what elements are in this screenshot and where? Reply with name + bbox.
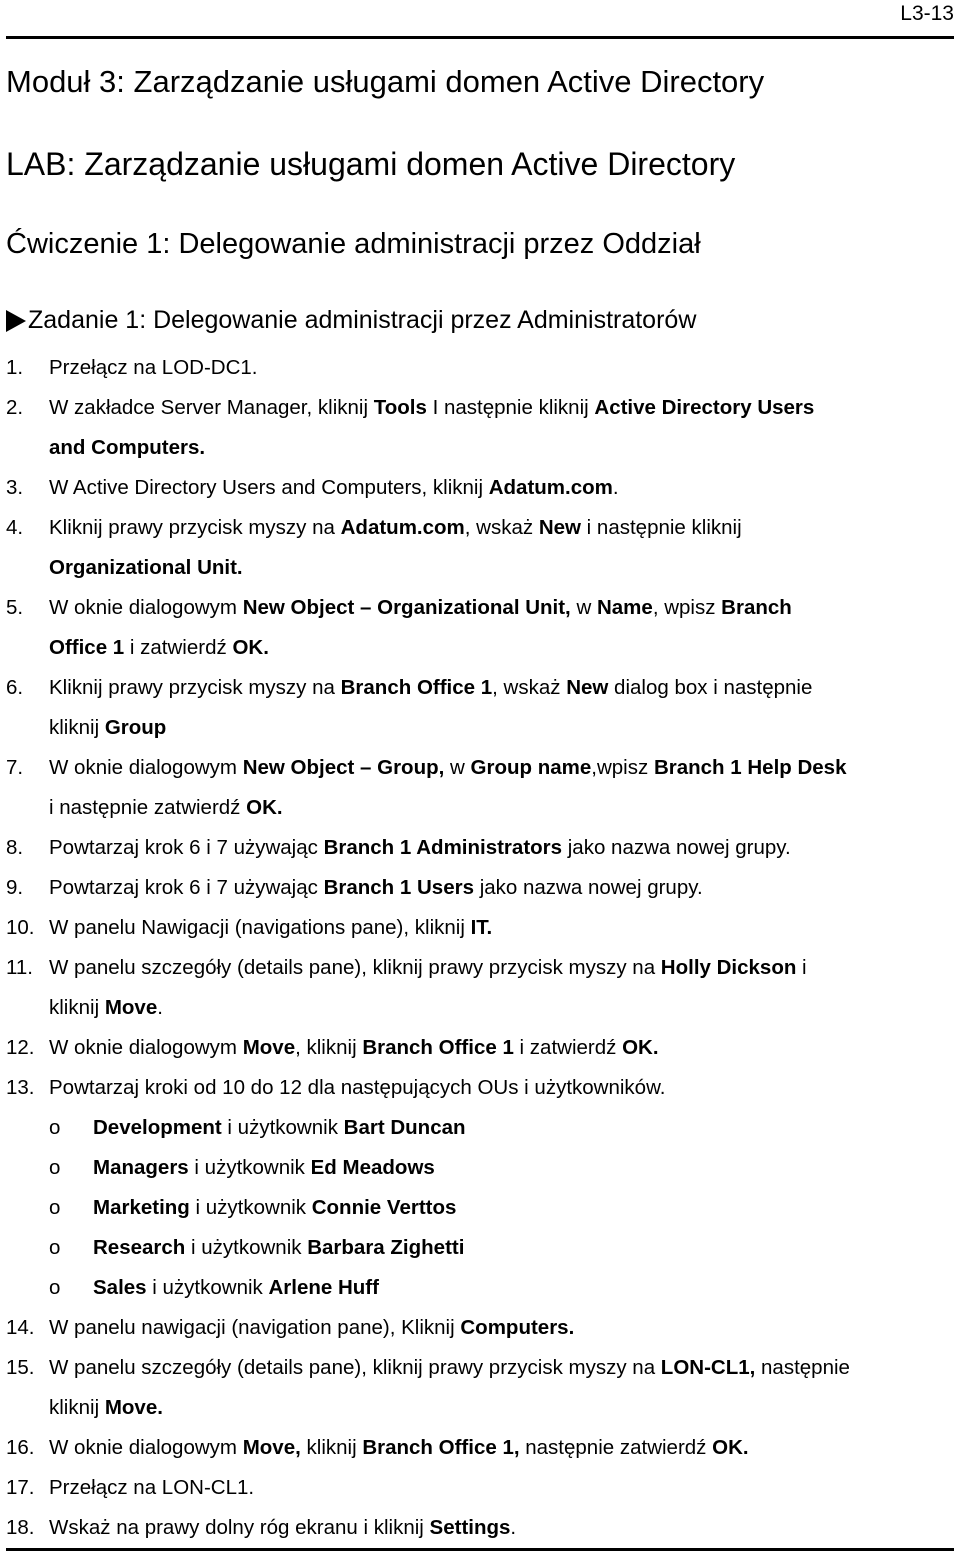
step-17: [0, 1468, 960, 1508]
step-8: [0, 828, 960, 868]
text-run: W Active Directory Users and Computers, kliknij: [49, 476, 489, 499]
step-6-continued: [0, 708, 960, 748]
step-9: [0, 868, 960, 908]
step-number: 7.: [6, 756, 24, 779]
text-run: następnie: [755, 1356, 850, 1379]
text-run: W panelu szczegóły (details pane), kliknij prawy przycisk myszy na: [49, 1356, 661, 1379]
text-run: i następnie zatwierdź: [49, 796, 247, 819]
step-3: [0, 468, 960, 508]
text-run: i użytkownik: [221, 1116, 344, 1139]
step-18: [0, 1508, 960, 1548]
bold-text: Holly Dickson: [660, 956, 797, 979]
step-5-continued: [0, 628, 960, 668]
text-run: W oknie dialogowym: [49, 756, 243, 779]
step-text: [49, 828, 960, 868]
step-text: [49, 348, 960, 388]
text-run: kliknij: [300, 1436, 363, 1459]
page-number: L3-13: [900, 2, 954, 25]
bottom-rule: [6, 1548, 954, 1551]
step-14: [0, 1308, 960, 1348]
bold-text: OK.: [712, 1436, 749, 1459]
step-text: [49, 1388, 960, 1428]
bold-text: Move: [242, 1036, 296, 1059]
step-1: [0, 348, 960, 388]
text-run: Przełącz na LON-CL1.: [49, 1476, 255, 1499]
step-list: [0, 348, 960, 1548]
step-text: [49, 1308, 960, 1348]
bullet-icon: o: [49, 1236, 61, 1259]
sub-list-item: [0, 1108, 960, 1148]
step-10: [0, 908, 960, 948]
step-13: [0, 1068, 960, 1108]
text-run: Powtarzaj krok 6 i 7 używając: [49, 836, 324, 859]
text-run: kliknij: [49, 996, 105, 1019]
text-run: W panelu Nawigacji (navigations pane), kliknij: [49, 916, 471, 939]
bold-text: IT.: [470, 916, 493, 939]
sub-item-text: [93, 1108, 466, 1148]
bold-text: and Computers.: [49, 436, 206, 459]
text-run: W zakładce Server Manager, kliknij: [49, 396, 374, 419]
bold-text: New: [538, 516, 581, 539]
step-number: [0, 988, 49, 1028]
text-run: w: [570, 596, 597, 619]
step-number: 5.: [6, 596, 24, 619]
step-4: [0, 508, 960, 548]
bullet-icon: o: [49, 1116, 61, 1139]
step-7-continued: [0, 788, 960, 828]
bold-text: Branch 1 Administrators: [323, 836, 563, 859]
text-run: jako nazwa nowej grupy.: [562, 836, 791, 859]
sub-item-text: [93, 1148, 435, 1188]
top-rule: [6, 36, 954, 39]
text-run: i użytkownik: [189, 1196, 312, 1219]
step-text: [49, 1348, 960, 1388]
task-title: Zadanie 1: Delegowanie administracji przez Administratorów: [28, 306, 697, 334]
step-number: 17.: [6, 1476, 35, 1499]
step-text: [49, 588, 960, 628]
text-run: i zatwierdź: [513, 1036, 623, 1059]
bold-text: Research: [93, 1236, 186, 1259]
text-run: kliknij: [49, 1396, 105, 1419]
step-11: [0, 948, 960, 988]
bold-text: Adatum.com: [488, 476, 613, 499]
step-text: [49, 668, 960, 708]
step-number: 15.: [6, 1356, 35, 1379]
text-run: ,wpisz: [591, 756, 654, 779]
step-text: [49, 428, 960, 468]
step-number: 14.: [6, 1316, 35, 1339]
bold-text: Group name: [470, 756, 592, 779]
step-number: 11.: [6, 956, 33, 979]
bold-text: New Object – Organizational Unit,: [242, 596, 571, 619]
step-text: [49, 908, 960, 948]
bold-text: Branch Office 1: [362, 1036, 514, 1059]
step-text: [49, 1508, 960, 1548]
step-number: [0, 708, 49, 748]
step-text: [49, 548, 960, 588]
step-12: [0, 1028, 960, 1068]
text-run: i następnie kliknij: [580, 516, 742, 539]
bullet-icon: o: [49, 1156, 61, 1179]
step-text: [49, 788, 960, 828]
step-text: [49, 988, 960, 1028]
bold-text: Branch: [721, 596, 792, 619]
text-run: jako nazwa nowej grupy.: [474, 876, 703, 899]
bullet-icon: o: [49, 1276, 61, 1299]
bold-text: Tools: [373, 396, 427, 419]
step-5: [0, 588, 960, 628]
text-run: Kliknij prawy przycisk myszy na: [49, 516, 341, 539]
bold-text: Move.: [104, 1396, 163, 1419]
step-text: [49, 868, 960, 908]
bold-text: Barbara Zighetti: [307, 1236, 465, 1259]
bold-text: Settings: [429, 1516, 511, 1539]
step-number: [0, 428, 49, 468]
task-heading: [6, 306, 696, 335]
step-number: 9.: [6, 876, 24, 899]
bold-text: Arlene Huff: [268, 1276, 379, 1299]
text-run: I następnie kliknij: [426, 396, 595, 419]
text-run: W oknie dialogowym: [49, 1436, 243, 1459]
text-run: , wskaż: [492, 676, 567, 699]
text-run: Przełącz na LOD-DC1.: [49, 356, 258, 379]
step-4-continued: [0, 548, 960, 588]
step-7: [0, 748, 960, 788]
text-run: W oknie dialogowym: [49, 1036, 243, 1059]
text-run: Powtarzaj krok 6 i 7 używając: [49, 876, 324, 899]
step-number: 8.: [6, 836, 24, 859]
sub-item-text: [93, 1228, 464, 1268]
step-text: [49, 388, 960, 428]
step-6: [0, 668, 960, 708]
text-run: następnie zatwierdź: [519, 1436, 713, 1459]
step-number: 18.: [6, 1516, 35, 1539]
step-number: 3.: [6, 476, 24, 499]
text-run: i użytkownik: [146, 1276, 269, 1299]
text-run: dialog box i następnie: [608, 676, 813, 699]
step-number: 4.: [6, 516, 24, 539]
step-number: 6.: [6, 676, 24, 699]
bold-text: Office 1: [49, 636, 125, 659]
bold-text: Adatum.com: [340, 516, 465, 539]
bold-text: Marketing: [93, 1196, 190, 1219]
bold-text: LON-CL1,: [660, 1356, 756, 1379]
exercise-title: Ćwiczenie 1: Delegowanie administracji przez Oddział: [6, 228, 701, 260]
step-text: [49, 1028, 960, 1068]
bold-text: Branch 1 Help Desk: [653, 756, 847, 779]
bold-text: Branch Office 1: [340, 676, 493, 699]
step-number: [0, 548, 49, 588]
step-text: [49, 508, 960, 548]
bold-text: Sales: [93, 1276, 147, 1299]
step-text: [49, 1068, 960, 1108]
step-15: [0, 1348, 960, 1388]
bold-text: Move: [104, 996, 158, 1019]
text-run: i użytkownik: [188, 1156, 311, 1179]
bold-text: Bart Duncan: [343, 1116, 466, 1139]
step-text: [49, 948, 960, 988]
step-number: [0, 628, 49, 668]
sub-item-text: [93, 1188, 456, 1228]
sub-list-item: [0, 1228, 960, 1268]
step-text: [49, 1468, 960, 1508]
bold-text: Branch Office 1,: [362, 1436, 520, 1459]
step-2-continued: [0, 428, 960, 468]
step-number: 16.: [6, 1436, 35, 1459]
bold-text: Organizational Unit.: [49, 556, 243, 579]
sub-item-text: [93, 1268, 379, 1308]
step-number: 13.: [6, 1076, 35, 1099]
text-run: kliknij: [49, 716, 105, 739]
bold-text: OK.: [622, 1036, 659, 1059]
step-text: [49, 708, 960, 748]
step-number: [0, 1388, 49, 1428]
step-text: [49, 748, 960, 788]
step-11-continued: [0, 988, 960, 1028]
step-number: 1.: [6, 356, 24, 379]
bold-text: OK.: [232, 636, 269, 659]
sub-list-item: [0, 1268, 960, 1308]
text-run: Wskaż na prawy dolny róg ekranu i kliknij: [49, 1516, 430, 1539]
sub-list-item: [0, 1148, 960, 1188]
text-run: .: [157, 996, 163, 1019]
text-run: w: [444, 756, 471, 779]
text-run: W panelu szczegóły (details pane), kliknij prawy przycisk myszy na: [49, 956, 661, 979]
lab-title: LAB: Zarządzanie usługami domen Active Directory: [6, 146, 736, 182]
bold-text: New Object – Group,: [242, 756, 445, 779]
bold-text: OK.: [246, 796, 283, 819]
text-run: , wpisz: [652, 596, 722, 619]
bold-text: New: [566, 676, 609, 699]
step-text: [49, 628, 960, 668]
module-title: Moduł 3: Zarządzanie usługami domen Active Directory: [6, 64, 765, 99]
bold-text: Name: [596, 596, 653, 619]
bold-text: Development: [93, 1116, 222, 1139]
text-run: i użytkownik: [185, 1236, 308, 1259]
bold-text: Move,: [242, 1436, 301, 1459]
text-run: W panelu nawigacji (navigation pane), Kliknij: [49, 1316, 461, 1339]
step-2: [0, 388, 960, 428]
step-number: [0, 788, 49, 828]
text-run: Powtarzaj kroki od 10 do 12 dla następujących OUs i użytkowników.: [49, 1076, 666, 1099]
text-run: W oknie dialogowym: [49, 596, 243, 619]
text-run: i zatwierdź: [124, 636, 233, 659]
play-triangle-icon: [6, 310, 26, 332]
bullet-icon: o: [49, 1196, 61, 1219]
step-16: [0, 1428, 960, 1468]
bold-text: Computers.: [460, 1316, 575, 1339]
text-run: , kliknij: [295, 1036, 363, 1059]
bold-text: Group: [104, 716, 167, 739]
text-run: .: [510, 1516, 517, 1539]
text-run: .: [612, 476, 619, 499]
step-text: [49, 1428, 960, 1468]
bold-text: Ed Meadows: [310, 1156, 435, 1179]
bold-text: Branch 1 Users: [323, 876, 474, 899]
text-run: , wskaż: [464, 516, 539, 539]
bold-text: Managers: [93, 1156, 189, 1179]
step-number: 10.: [6, 916, 35, 939]
step-number: 2.: [6, 396, 24, 419]
bold-text: Connie Verttos: [311, 1196, 457, 1219]
bold-text: Active Directory Users: [594, 396, 815, 419]
step-15-continued: [0, 1388, 960, 1428]
step-text: [49, 468, 960, 508]
text-run: i: [796, 956, 807, 979]
sub-list-item: [0, 1188, 960, 1228]
step-number: 12.: [6, 1036, 35, 1059]
text-run: Kliknij prawy przycisk myszy na: [49, 676, 341, 699]
